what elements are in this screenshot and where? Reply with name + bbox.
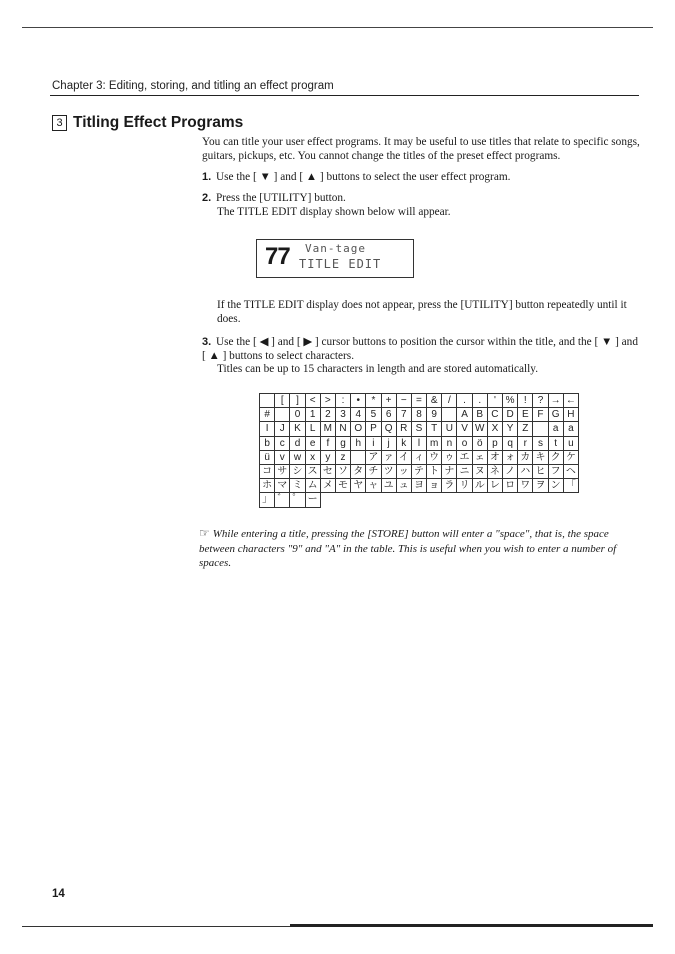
char-cell: テ (411, 464, 426, 478)
char-cell (533, 422, 548, 436)
char-cell: G (548, 408, 563, 422)
char-cell: ス (305, 464, 320, 478)
char-cell: フ (548, 464, 563, 478)
char-cell: ヨ (411, 479, 426, 493)
step-number: 3. (202, 336, 212, 348)
char-cell: k (396, 436, 411, 450)
char-cell: マ (275, 479, 290, 493)
char-cell: レ (487, 479, 502, 493)
char-cell: R (396, 422, 411, 436)
char-table-row (260, 408, 579, 422)
chapter-rule (50, 95, 639, 96)
char-cell: ヘ (563, 464, 578, 478)
note (199, 526, 645, 571)
char-cell: ミ (290, 479, 305, 493)
char-cell: ソ (335, 464, 350, 478)
char-cell: セ (320, 464, 335, 478)
char-cell (442, 408, 457, 422)
char-cell: M (320, 422, 335, 436)
char-cell: n (442, 436, 457, 450)
char-cell: 5 (366, 408, 381, 422)
char-cell: ト (427, 464, 442, 478)
char-cell: ハ (518, 464, 533, 478)
char-cell (275, 408, 290, 422)
char-cell: チ (366, 464, 381, 478)
char-cell: q (503, 436, 518, 450)
char-cell: ィ (411, 450, 426, 464)
char-cell: コ (260, 464, 275, 478)
char-cell: F (533, 408, 548, 422)
char-cell: w (290, 450, 305, 464)
char-cell: ー (305, 493, 320, 507)
char-cell: X (487, 422, 502, 436)
char-cell: & (427, 394, 442, 408)
char-cell: モ (335, 479, 350, 493)
char-cell: r (518, 436, 533, 450)
char-cell: 4 (351, 408, 366, 422)
char-cell: J (275, 422, 290, 436)
bottom-rule-accent (290, 924, 653, 927)
char-cell: N (335, 422, 350, 436)
char-cell: ヤ (351, 479, 366, 493)
char-table-row (260, 436, 579, 450)
display-program-number: 77 (265, 243, 290, 270)
section-title: Titling Effect Programs (73, 114, 244, 131)
char-cell: v (275, 450, 290, 464)
char-cell: t (548, 436, 563, 450)
char-cell (260, 394, 275, 408)
char-cell: 0 (290, 408, 305, 422)
section-heading (52, 114, 243, 132)
char-cell: c (275, 436, 290, 450)
char-cell: ? (533, 394, 548, 408)
char-cell: ヌ (472, 464, 487, 478)
char-cell: オ (487, 450, 502, 464)
char-cell: p (487, 436, 502, 450)
char-cell: 3 (335, 408, 350, 422)
char-cell: g (335, 436, 350, 450)
char-cell: a (563, 422, 578, 436)
char-cell: % (503, 394, 518, 408)
char-cell: ゛ (275, 493, 290, 507)
char-cell: P (366, 422, 381, 436)
char-cell: メ (320, 479, 335, 493)
char-cell: : (335, 394, 350, 408)
title-edit-display (256, 239, 414, 278)
char-cell: ホ (260, 479, 275, 493)
char-cell: − (396, 394, 411, 408)
char-cell: タ (351, 464, 366, 478)
char-cell: V (457, 422, 472, 436)
char-cell: ワ (518, 479, 533, 493)
char-cell: / (442, 394, 457, 408)
char-cell: ü (260, 450, 275, 464)
char-cell: b (260, 436, 275, 450)
char-cell: 」 (260, 493, 275, 507)
char-cell: ゥ (442, 450, 457, 464)
char-cell: ツ (381, 464, 396, 478)
step-number: 1. (202, 171, 212, 183)
char-cell: 6 (381, 408, 396, 422)
char-cell: Z (518, 422, 533, 436)
char-cell: ゜ (290, 493, 305, 507)
char-cell: → (548, 394, 563, 408)
char-cell: U (442, 422, 457, 436)
step-3-detail: Titles can be up to 15 characters in length and are stored automatically. (217, 363, 539, 375)
pointing-hand-icon: ☞ (199, 526, 210, 540)
char-cell: 7 (396, 408, 411, 422)
char-cell: ロ (503, 479, 518, 493)
note-text: While entering a title, pressing the [STORE] button will enter a "space", that is, the space between characters "9" and "A" in the table. This is useful when you wish to enter a number of spaces. (199, 528, 617, 569)
char-cell: W (472, 422, 487, 436)
char-cell: S (411, 422, 426, 436)
char-table-row (260, 422, 579, 436)
char-cell: 1 (305, 408, 320, 422)
char-cell: C (487, 408, 502, 422)
char-cell: ム (305, 479, 320, 493)
char-cell: A (457, 408, 472, 422)
char-table-row (260, 479, 579, 493)
char-cell: f (320, 436, 335, 450)
char-cell: Q (381, 422, 396, 436)
char-cell: エ (457, 450, 472, 464)
char-cell: ォ (503, 450, 518, 464)
char-cell: m (427, 436, 442, 450)
char-cell: E (518, 408, 533, 422)
char-cell: K (290, 422, 305, 436)
char-cell: ネ (487, 464, 502, 478)
chapter-header: Chapter 3: Editing, storing, and titling an effect program (52, 80, 334, 92)
char-cell: . (472, 394, 487, 408)
char-table-row (260, 394, 579, 408)
char-cell: ア (366, 450, 381, 464)
char-cell: O (351, 422, 366, 436)
char-cell: ! (518, 394, 533, 408)
char-cell: ョ (427, 479, 442, 493)
char-cell: ナ (442, 464, 457, 478)
char-cell: シ (290, 464, 305, 478)
page-number: 14 (52, 888, 65, 900)
char-cell: • (351, 394, 366, 408)
char-cell: T (427, 422, 442, 436)
char-cell: ラ (442, 479, 457, 493)
char-cell: 8 (411, 408, 426, 422)
char-cell: d (290, 436, 305, 450)
char-cell: > (320, 394, 335, 408)
char-cell: ヲ (533, 479, 548, 493)
char-cell: y (320, 450, 335, 464)
char-cell: D (503, 408, 518, 422)
step-2-detail: The TITLE EDIT display shown below will appear. (217, 206, 451, 218)
char-cell: ャ (366, 479, 381, 493)
step-text: Use the [ ◀ ] and [ ▶ ] cursor buttons to position the cursor within the title, and the [ ▼ ] and [ ▲ ] buttons to select characters. (202, 336, 638, 362)
char-cell: カ (518, 450, 533, 464)
step-2 (202, 191, 642, 205)
char-cell: = (411, 394, 426, 408)
character-table (259, 393, 579, 508)
char-cell: ニ (457, 464, 472, 478)
char-cell: 9 (427, 408, 442, 422)
char-cell: l (411, 436, 426, 450)
char-cell: ö (472, 436, 487, 450)
after-display-paragraph: If the TITLE EDIT display does not appear, press the [UTILITY] button repeatedly until it does. (217, 299, 627, 325)
char-table-row (260, 450, 579, 464)
char-cell: サ (275, 464, 290, 478)
char-cell: ッ (396, 464, 411, 478)
char-cell: L (305, 422, 320, 436)
char-cell: z (335, 450, 350, 464)
char-cell: 2 (320, 408, 335, 422)
char-cell: x (305, 450, 320, 464)
char-cell: I (260, 422, 275, 436)
display-mode-line: TITLE EDIT (299, 257, 382, 271)
char-cell: ュ (396, 479, 411, 493)
char-table-row (260, 464, 579, 478)
char-cell: ル (472, 479, 487, 493)
char-cell: ← (563, 394, 578, 408)
char-cell: ' (487, 394, 502, 408)
char-cell: e (305, 436, 320, 450)
step-3 (202, 335, 642, 363)
char-cell: [ (275, 394, 290, 408)
char-cell: ノ (503, 464, 518, 478)
char-cell: s (533, 436, 548, 450)
step-text: Press the [UTILITY] button. (216, 192, 346, 204)
char-cell: j (381, 436, 396, 450)
char-cell: . (457, 394, 472, 408)
char-table-row (260, 493, 579, 507)
char-cell: ] (290, 394, 305, 408)
char-cell: H (563, 408, 578, 422)
char-cell: ウ (427, 450, 442, 464)
char-cell: ケ (563, 450, 578, 464)
char-cell: 「 (563, 479, 578, 493)
char-cell: イ (396, 450, 411, 464)
display-title-line: Van-tage (305, 242, 366, 255)
char-cell: # (260, 408, 275, 422)
char-cell: Y (503, 422, 518, 436)
char-cell: u (563, 436, 578, 450)
intro-paragraph: You can title your user effect programs. It may be useful to use titles that relate to specific songs, guitars, pickups, etc. You cannot change the titles of the preset effect programs. (202, 136, 640, 162)
char-cell: キ (533, 450, 548, 464)
char-cell: ェ (472, 450, 487, 464)
step-text: Use the [ ▼ ] and [ ▲ ] buttons to select the user effect program. (216, 171, 511, 183)
step-number: 2. (202, 192, 212, 204)
char-cell: o (457, 436, 472, 450)
section-number: 3 (52, 115, 67, 131)
char-cell: h (351, 436, 366, 450)
char-cell: リ (457, 479, 472, 493)
char-cell: a (548, 422, 563, 436)
char-cell: + (381, 394, 396, 408)
char-cell (351, 450, 366, 464)
step-1 (202, 170, 642, 184)
char-cell: i (366, 436, 381, 450)
top-rule (22, 27, 653, 28)
char-cell: ン (548, 479, 563, 493)
char-cell: ヒ (533, 464, 548, 478)
char-cell: ァ (381, 450, 396, 464)
char-cell: < (305, 394, 320, 408)
char-cell: ク (548, 450, 563, 464)
char-cell: B (472, 408, 487, 422)
char-cell: ユ (381, 479, 396, 493)
char-cell: * (366, 394, 381, 408)
